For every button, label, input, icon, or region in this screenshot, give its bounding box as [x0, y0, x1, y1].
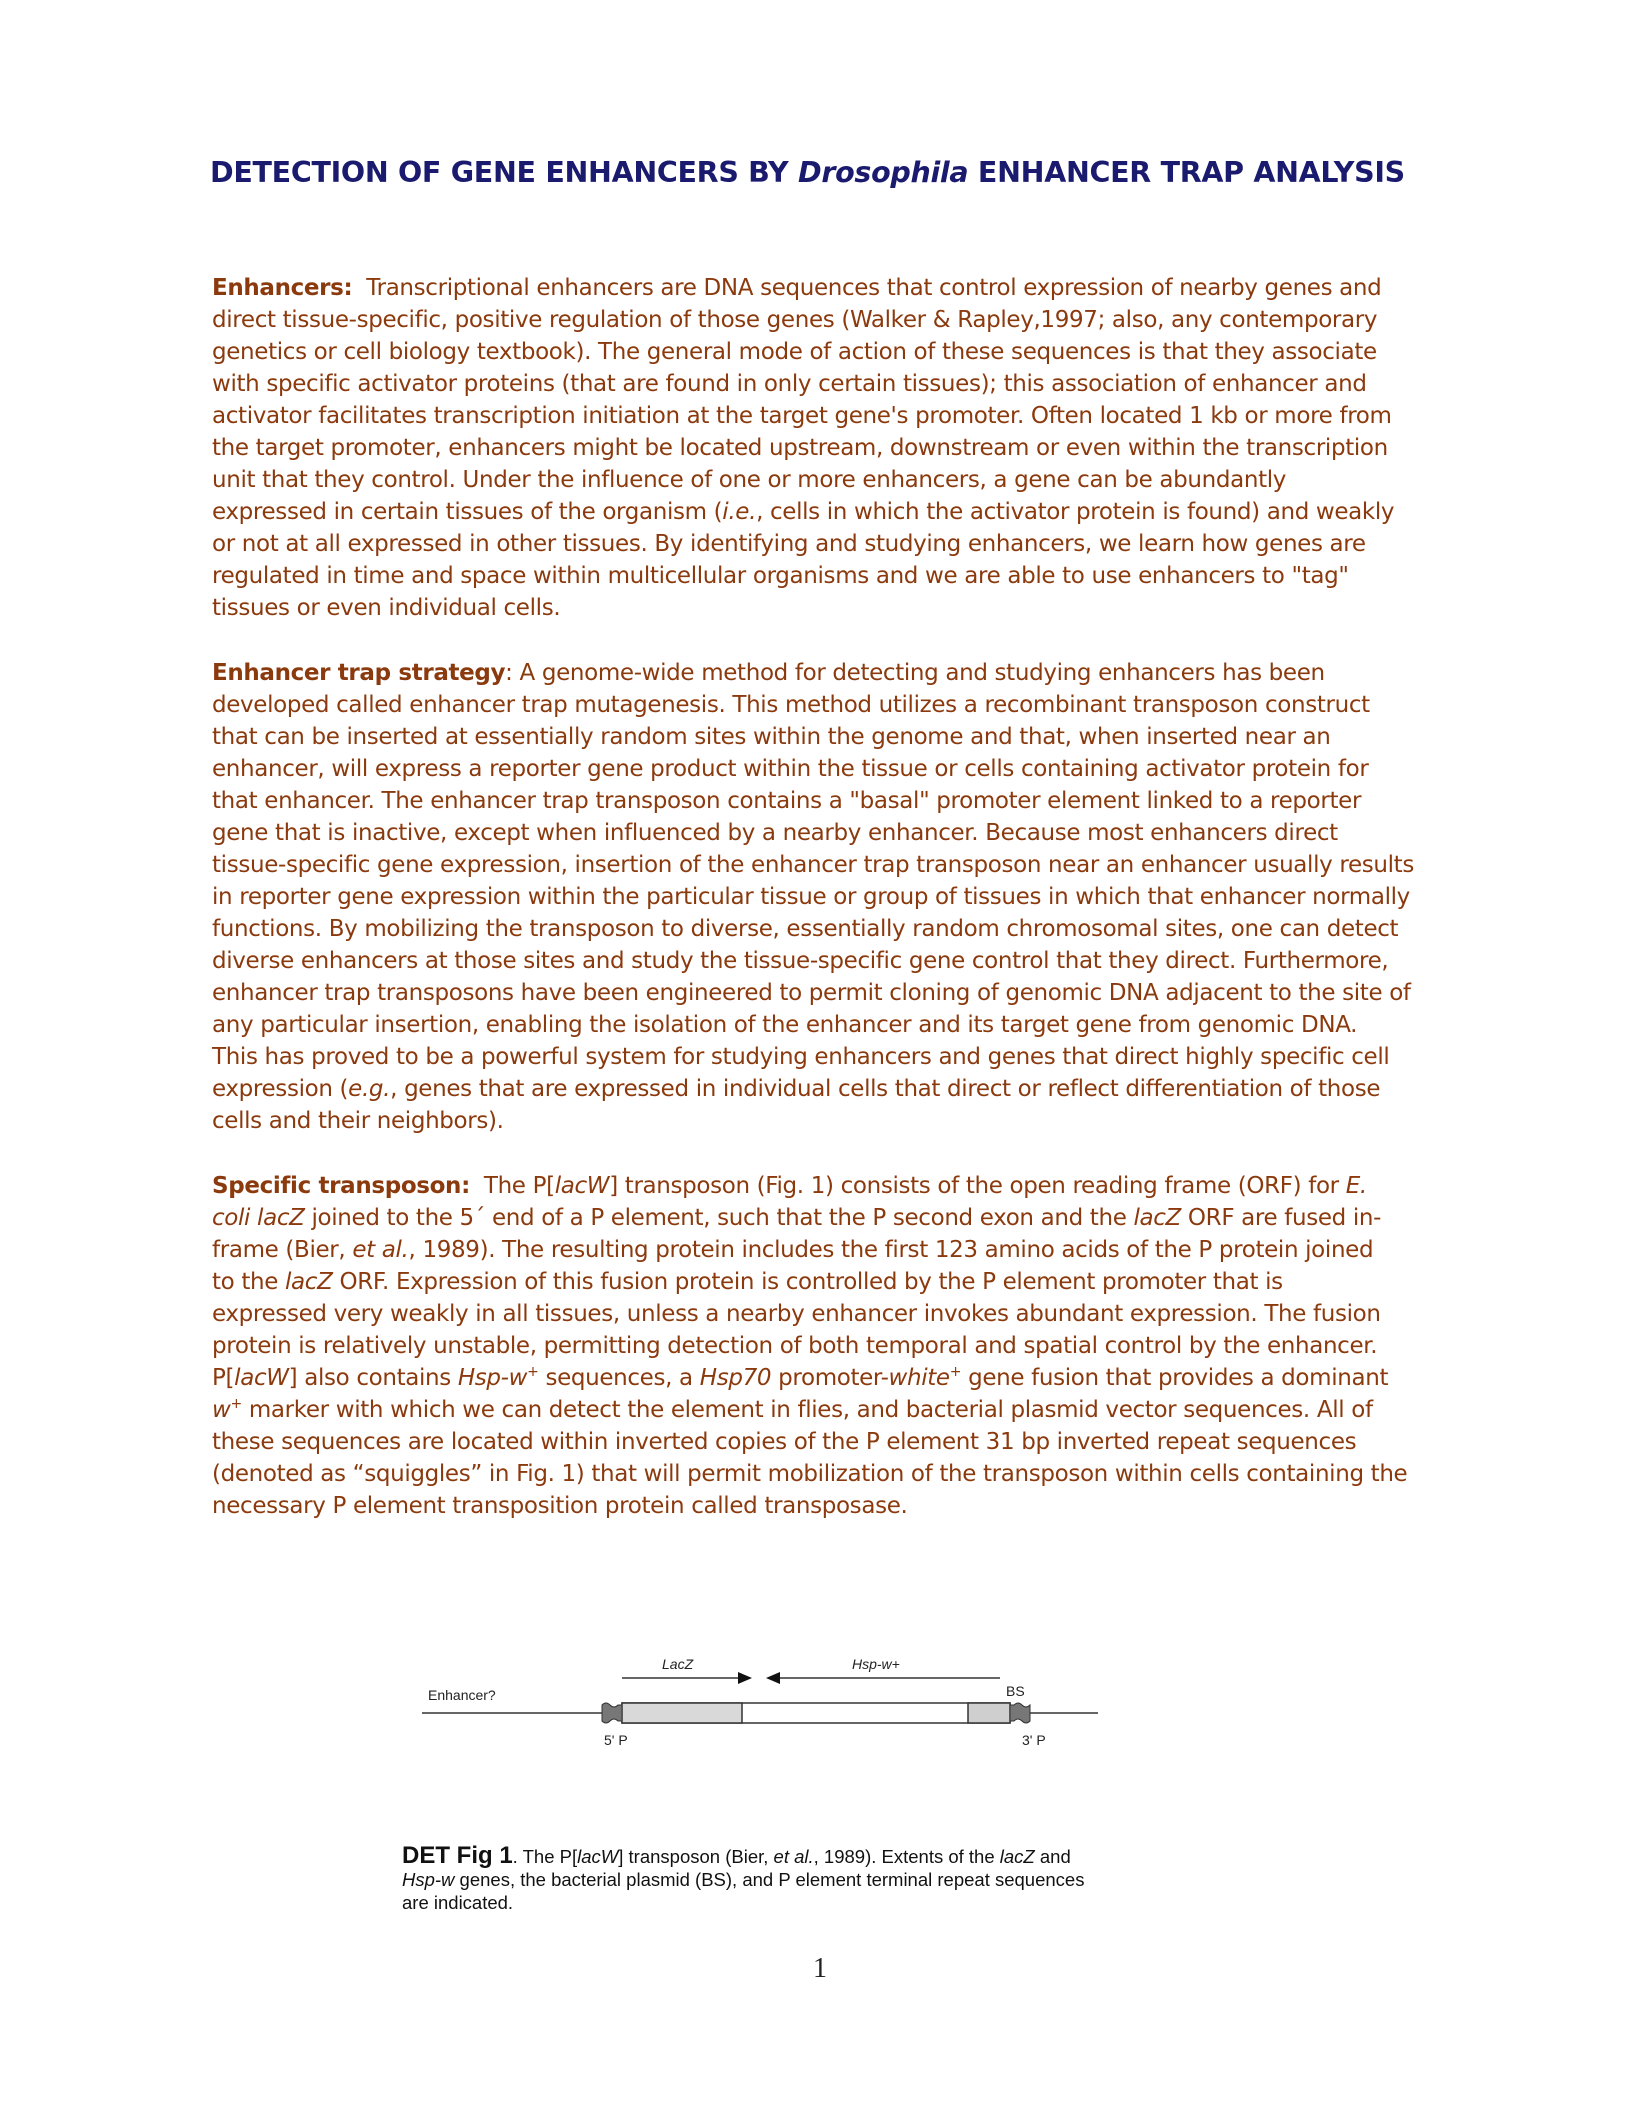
text-line: functions. By mobilizing the transposon to diverse, essentially random chromosomal sites, one can detect	[212, 916, 1399, 942]
text-line: diverse enhancers at those sites and study the tissue-specific gene control that they direct. Furthermore,	[212, 948, 1389, 974]
specific-heading: Specific transposon:	[212, 1173, 470, 1199]
hspw-label: Hsp-w+	[852, 1656, 900, 1672]
text-line: to the lacZ ORF. Expression of this fusion protein is controlled by the P element promoter that is	[212, 1269, 1283, 1295]
text-line: developed called enhancer trap mutagenesis. This method utilizes a recombinant transposon construct	[212, 692, 1370, 718]
text-line: cells and their neighbors).	[212, 1108, 504, 1134]
text-line: direct tissue-specific, positive regulation of those genes (Walker & Rapley,1997; also, any contemporary	[212, 307, 1378, 333]
lacz-arrowhead-icon	[738, 1672, 752, 1684]
text-line: This has proved to be a powerful system for studying enhancers and genes that direct highly specific cell	[212, 1044, 1390, 1070]
text-line: with specific activator proteins (that are found in only certain tissues); this association of enhancer and	[212, 371, 1367, 397]
transposon-diagram-svg	[420, 1645, 1120, 1765]
text-line: coli lacZ joined to the 5´ end of a P element, such that the P second exon and the lacZ ORF are fused in-	[212, 1205, 1382, 1231]
lacz-region	[622, 1703, 742, 1723]
enhancers-section	[212, 272, 1474, 624]
transposon-diagram	[420, 1645, 1120, 1765]
text-line: Enhancers: Transcriptional enhancers are DNA sequences that control expression of nearby genes and	[212, 275, 1382, 301]
p5-repeat-icon	[602, 1703, 622, 1723]
bs-region	[968, 1703, 1010, 1723]
lacz-label: LacZ	[662, 1656, 694, 1672]
enhancer-label: Enhancer?	[428, 1687, 496, 1703]
caption-label: DET Fig 1	[402, 1842, 513, 1869]
text-line: unit that they control. Under the influence of one or more enhancers, a gene can be abundantly	[212, 467, 1287, 493]
text-line: expressed in certain tissues of the organism (i.e., cells in which the activator protein is found) and weakly	[212, 499, 1395, 525]
text-line: tissues or even individual cells.	[212, 595, 561, 621]
text-line: genetics or cell biology textbook). The general mode of action of these sequences is that they associate	[212, 339, 1377, 365]
text-line: regulated in time and space within multicellular organisms and we are able to use enhancers to "tag"	[212, 563, 1349, 589]
text-line: enhancer trap transposons have been engineered to permit cloning of genomic DNA adjacent to the site of	[212, 980, 1411, 1006]
document-title	[210, 156, 1470, 189]
trap-heading: Enhancer trap strategy	[212, 660, 506, 686]
text-line: in reporter gene expression within the particular tissue or group of tissues in which that enhancer normally	[212, 884, 1410, 910]
p3-repeat-icon	[1010, 1703, 1030, 1723]
enhancer-trap-section	[212, 657, 1474, 1137]
text-line: protein is relatively unstable, permitting detection of both temporal and spatial control by the enhancer.	[212, 1333, 1378, 1359]
text-line: (denoted as “squiggles” in Fig. 1) that will permit mobilization of the transposon within cells containing the	[212, 1461, 1408, 1487]
text-line: or not at all expressed in other tissues. By identifying and studying enhancers, we learn how genes are	[212, 531, 1366, 557]
text-line: w+ marker with which we can detect the element in flies, and bacterial plasmid vector sequences. All of	[212, 1396, 1373, 1423]
p3-label: 3' P	[1022, 1732, 1046, 1748]
text-line: frame (Bier, et al., 1989). The resulting protein includes the first 123 amino acids of the P protein joined	[212, 1237, 1374, 1263]
text-line: Enhancer trap strategy: A genome-wide method for detecting and studying enhancers has been	[212, 660, 1325, 686]
specific-transposon-section	[212, 1170, 1474, 1522]
title-part1: DETECTION OF GENE ENHANCERS BY	[210, 156, 799, 189]
text-line: any particular insertion, enabling the isolation of the enhancer and its target gene from genomic DNA.	[212, 1012, 1358, 1038]
text-line: expression (e.g., genes that are expressed in individual cells that direct or reflect differentiation of those	[212, 1076, 1381, 1102]
text-line: tissue-specific gene expression, insertion of the enhancer trap transposon near an enhancer usually results	[212, 852, 1414, 878]
text-line: expressed very weakly in all tissues, unless a nearby enhancer invokes abundant expression. The fusion	[212, 1301, 1381, 1327]
text-line: that can be inserted at essentially random sites within the genome and that, when inserted near an	[212, 724, 1331, 750]
text-line: Specific transposon: The P[lacW] transposon (Fig. 1) consists of the open reading frame (ORF) for E.	[212, 1173, 1367, 1199]
text-line: activator facilitates transcription initiation at the target gene's promoter. Often located 1 kb or more from	[212, 403, 1392, 429]
title-italic: Drosophila	[798, 156, 969, 189]
text-line: these sequences are located within inverted copies of the P element 31 bp inverted repeat sequences	[212, 1429, 1357, 1455]
title-part2: ENHANCER TRAP ANALYSIS	[968, 156, 1405, 189]
hspw-arrowhead-icon	[766, 1672, 780, 1684]
figure-caption: DET Fig 1. The P[lacW] transposon (Bier, et al., 1989). Extents of the lacZ and Hsp-w genes, the bacterial plasmid (BS), and P element terminal repeat sequences are indicated.	[402, 1842, 1085, 1913]
enhancers-heading: Enhancers:	[212, 275, 353, 301]
text-line: P[lacW] also contains Hsp-w+ sequences, a Hsp70 promoter-white+ gene fusion that provides a dominant	[212, 1364, 1389, 1391]
text-line: the target promoter, enhancers might be located upstream, downstream or even within the transcription	[212, 435, 1388, 461]
p5-label: 5' P	[604, 1732, 628, 1748]
text-line: enhancer, will express a reporter gene product within the tissue or cells containing activator protein for	[212, 756, 1369, 782]
text-line: gene that is inactive, except when influenced by a nearby enhancer. Because most enhancers direct	[212, 820, 1338, 846]
text-line: necessary P element transposition protein called transposase.	[212, 1493, 908, 1519]
page-number: 1	[813, 1953, 827, 1984]
text-line: that enhancer. The enhancer trap transposon contains a "basal" promoter element linked to a reporter	[212, 788, 1362, 814]
bs-label: BS	[1006, 1683, 1025, 1699]
